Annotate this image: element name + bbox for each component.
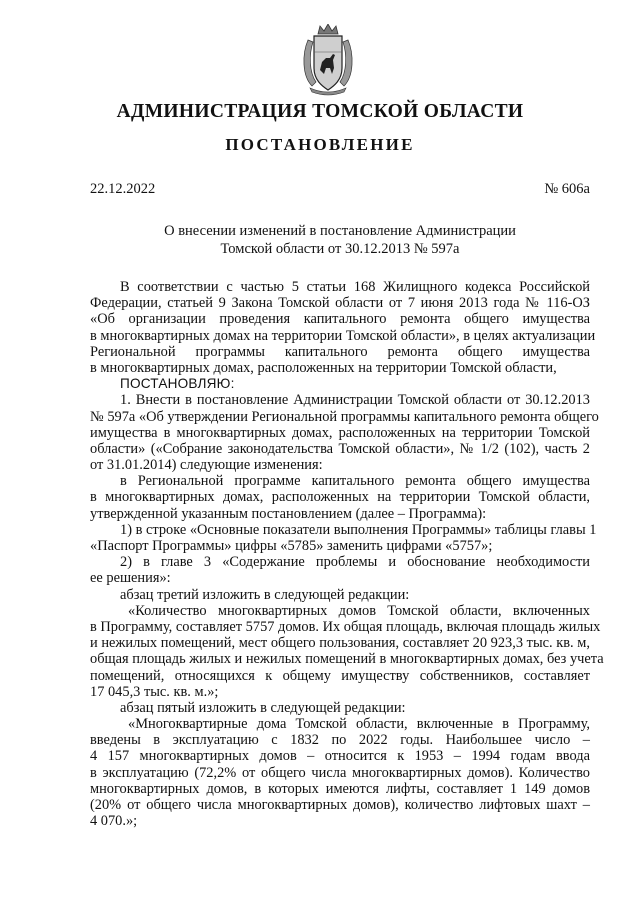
body-line: 1) в строке «Основные показатели выполнения Программы» таблицы главы 1 [120, 521, 597, 538]
body-line: в многоквартирных домах, расположенных на территории Томской области, [90, 489, 590, 506]
body-line: от 31.01.2014) следующие изменения: [90, 457, 323, 474]
subject-line: Томской области от 30.12.2013 № 597а [220, 241, 460, 257]
body-line: и нежилых помещений, мест общего пользования, составляет 20 923,3 тыс. кв. м, [90, 635, 590, 652]
resolution-word: ПОСТАНОВЛЯЮ: [120, 376, 235, 392]
body-line: имущества в многоквартирных домах, расположенных на территории Томской [90, 424, 590, 441]
body-line: введены в эксплуатацию с 1832 по 2022 годы. Наибольшее число – [90, 732, 590, 749]
document-subject [90, 222, 590, 258]
body-line: «Многоквартирные дома Томской области, включенные в Программу, [128, 716, 590, 733]
body-line: абзац пятый изложить в следующей редакции: [120, 699, 406, 716]
coat-of-arms-icon [300, 24, 356, 96]
body-line: 4 070.»; [90, 813, 138, 830]
body-line: 17 045,3 тыс. кв. м.»; [90, 683, 219, 700]
body-line: абзац третий изложить в следующей редакции: [120, 586, 410, 603]
document-number: № 606а [544, 181, 590, 197]
body-line: № 597а «Об утверждении Региональной программы капитального ремонта общего [90, 408, 599, 425]
body-line: 4 157 многоквартирных домов – относится к 1953 – 1994 годам ввода [90, 748, 590, 765]
document-date: 22.12.2022 [90, 181, 156, 197]
body-line: многоквартирных домов, в которых имеются лифты, составляет 1 149 домов [90, 780, 590, 797]
body-line: в Региональной программе капитального ремонта общего имущества [120, 473, 590, 490]
body-line: помещений, относящихся к общему имуществу собственников, составляет [90, 667, 590, 684]
body-line: «Об организации проведения капитального ремонта общего имущества [90, 311, 590, 328]
body-line: Региональной программы капитального ремонта общего имущества [90, 343, 590, 360]
body-line: 2) в главе 3 «Содержание проблемы и обоснование необходимости [120, 554, 590, 571]
body-line: (20% от общего числа многоквартирных домов), количество лифтовых шахт – [90, 797, 590, 813]
body-line: В соответствии с частью 5 статьи 168 Жилищного кодекса Российской [120, 279, 590, 295]
body-line: утвержденной указанным постановлением (далее – Программа): [90, 505, 487, 522]
body-line: общая площадь жилых и нежилых помещений в многоквартирных домах, без учета [90, 651, 604, 668]
body-line: Федерации, статьей 9 Закона Томской области от 7 июня 2013 года № 116-ОЗ [90, 295, 590, 312]
body-line: «Количество многоквартирных домов Томской области, включенных [128, 602, 590, 619]
body-line: в многоквартирных домах, расположенных на территории Томской области, [90, 359, 557, 376]
subject-line: О внесении изменений в постановление Администрации [164, 223, 516, 239]
body-line: ее решения»: [90, 570, 171, 587]
organization-title: АДМИНИСТРАЦИЯ ТОМСКОЙ ОБЛАСТИ [116, 101, 524, 122]
body-line: 1. Внести в постановление Администрации Томской области от 30.12.2013 [120, 392, 590, 409]
body-line: в Программу, составляет 5757 домов. Их общая площадь, включая площадь жилых [90, 618, 601, 635]
body-line: в многоквартирных домах на территории Томской области», в целях актуализации [90, 327, 596, 344]
body-line: в эксплуатацию (72,2% от общего числа многоквартирных домов). Количество [90, 764, 590, 781]
document-type: ПОСТАНОВЛЕНИЕ [225, 135, 415, 154]
body-line: области» («Собрание законодательства Томской области», № 1/2 (102), часть 2 [90, 440, 590, 457]
body-line: «Паспорт Программы» цифры «5785» заменить цифрами «5757»; [90, 538, 493, 554]
document-body [90, 279, 604, 830]
